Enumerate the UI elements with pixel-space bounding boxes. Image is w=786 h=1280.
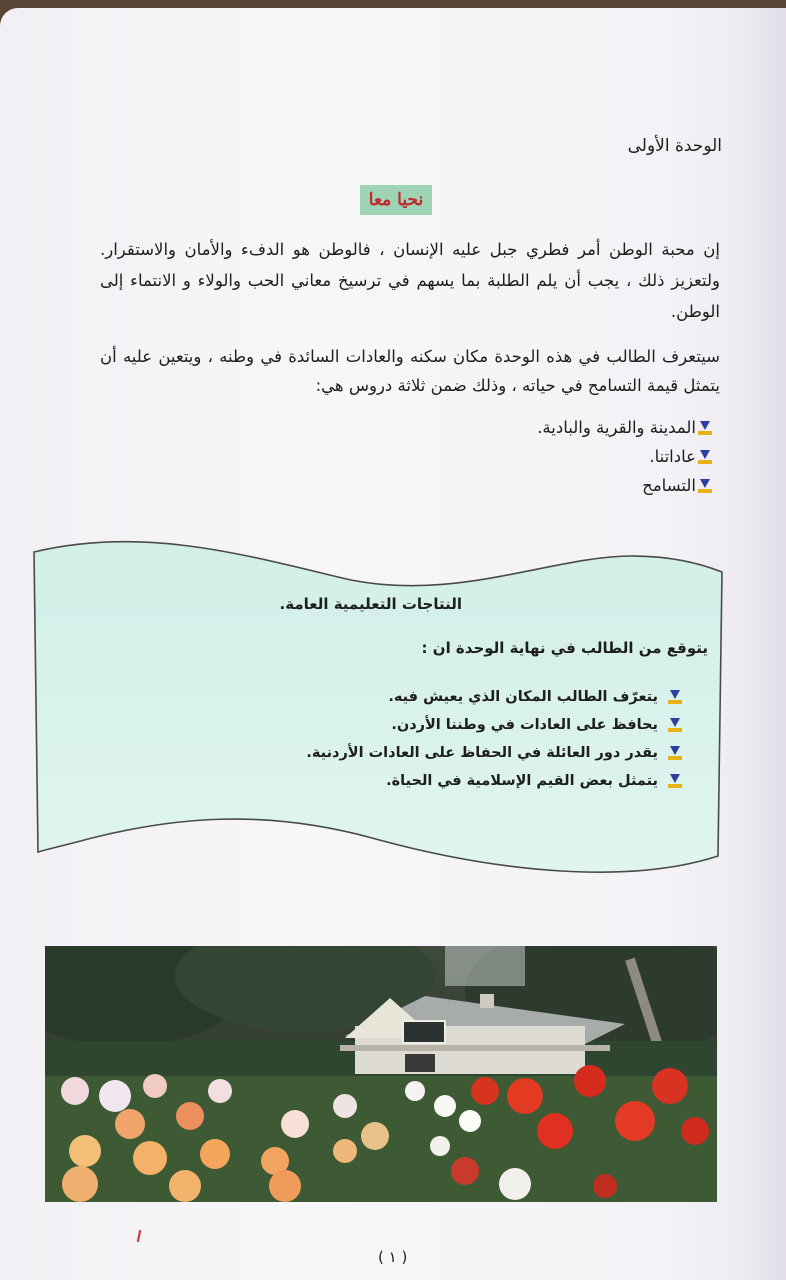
lesson-label: التسامح xyxy=(642,476,696,495)
arrow-down-bar-icon xyxy=(698,450,712,464)
list-item xyxy=(306,767,682,795)
unit-label: الوحدة الأولى xyxy=(627,136,722,156)
arrow-down-bar-icon xyxy=(668,718,682,732)
house-garden-photo xyxy=(45,946,717,1202)
pen-mark xyxy=(137,1230,141,1242)
lesson-label: عاداتنا. xyxy=(649,447,696,466)
arrow-down-bar-icon xyxy=(698,479,712,493)
outcome-label: يقدر دور العائلة في الحفاظ على العادات الأردنية. xyxy=(306,745,658,761)
list-item xyxy=(537,442,712,471)
unit-description-paragraph: سيتعرف الطالب في هذه الوحدة مكان سكنه والعادات السائدة في وطنه ، ويتعين عليه أن يتمثل قيمة التسامح في حياته ، وذلك ضمن ثلاثة دروس هي: xyxy=(100,347,720,395)
arrow-down-bar-icon xyxy=(668,690,682,704)
list-item xyxy=(537,471,712,500)
page-number: ( ١ ) xyxy=(378,1248,408,1266)
outcome-label: يتمثل بعض القيم الإسلامية في الحياة. xyxy=(386,773,658,789)
outcomes-intro: يتوقع من الطالب في نهاية الوحدة ان : xyxy=(421,639,708,657)
document-page xyxy=(0,8,786,1280)
page-edge-shadow xyxy=(740,8,786,1280)
intro-paragraph: إن محبة الوطن أمر فطري جبل عليه الإنسان ، فالوطن هو الدفء والأمان والاستقرار. ولتعزيز ذلك ، يجب أن يلم الطلبة بما يسهم في ترسيخ معاني الحب والولاء و الانتماء إلى الوطن. xyxy=(100,240,720,321)
lessons-list xyxy=(537,413,712,500)
list-item xyxy=(306,683,682,711)
outcomes-title: النتاجات التعليمية العامة. xyxy=(279,595,462,613)
arrow-down-bar-icon xyxy=(668,774,682,788)
lesson-label: المدينة والقرية والبادية. xyxy=(537,418,696,437)
outcomes-list xyxy=(306,683,682,795)
outcome-label: يحافظ على العادات في وطننا الأردن. xyxy=(391,717,658,733)
list-item xyxy=(537,413,712,442)
list-item xyxy=(306,711,682,739)
arrow-down-bar-icon xyxy=(698,421,712,435)
list-item xyxy=(306,739,682,767)
unit-title: نحيا معا xyxy=(360,185,432,215)
arrow-down-bar-icon xyxy=(668,746,682,760)
outcome-label: يتعرّف الطالب المكان الذي يعيش فيه. xyxy=(388,689,658,705)
